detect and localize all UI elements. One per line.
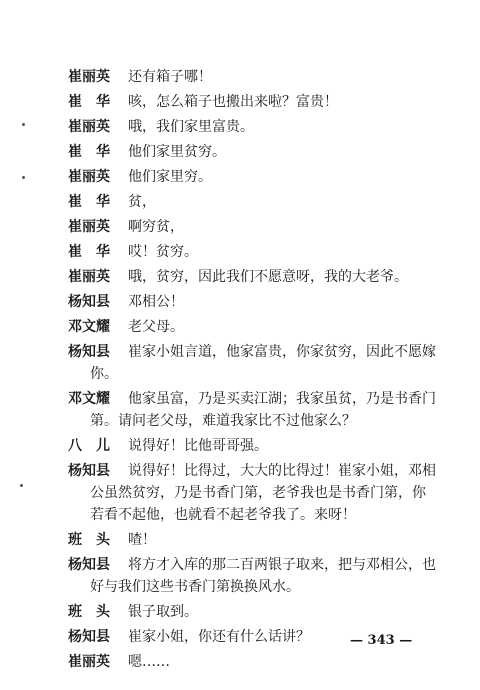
speaker-name: 杨知县 <box>68 629 110 645</box>
dialogue-line <box>0 554 480 576</box>
speech-text: 咳，怎么箱子也搬出来啦？富贵！ <box>128 94 338 110</box>
speaker-name: 崔 华 <box>68 94 110 110</box>
speech-text: 崔家小姐，你还有什么话讲？ <box>128 629 310 645</box>
speech-text: 他家虽富，乃是买卖江湖；我家虽贫，乃是书香门 <box>128 391 436 407</box>
speaker-name: 崔 华 <box>68 144 110 160</box>
dialogue-line <box>0 191 480 213</box>
dialogue-line <box>0 529 480 551</box>
dialogue-line <box>0 576 480 598</box>
speech-text: 喳！ <box>128 532 156 548</box>
dialogue-line <box>0 388 480 410</box>
speech-text: 啊穷贫， <box>128 219 184 235</box>
speech-text: 老父母。 <box>128 319 184 335</box>
speech-text: 好与我们这些书香门第换换风水。 <box>90 579 300 595</box>
speaker-name: 杨知县 <box>68 463 110 479</box>
speaker-name: 邓文耀 <box>68 391 110 407</box>
dialogue-line <box>0 435 480 457</box>
dialogue-line <box>0 166 480 188</box>
dialogue-line <box>0 241 480 263</box>
speaker-name: 崔丽英 <box>68 654 110 670</box>
dialogue-line <box>0 651 480 673</box>
speech-text: 邓相公！ <box>128 294 184 310</box>
speaker-name: 八 儿 <box>68 438 110 454</box>
speaker-name: 班 头 <box>68 532 110 548</box>
page-number: — 343 — <box>350 633 413 648</box>
speech-text: 银子取到。 <box>128 604 198 620</box>
speech-text: 他们家里穷。 <box>128 169 212 185</box>
speaker-name: 崔 华 <box>68 244 110 260</box>
dialogue-line <box>0 601 480 623</box>
speech-text: 崔家小姐言道，他家富贵，你家贫穷，因此不愿嫁 <box>128 344 436 360</box>
dialogue-line <box>0 91 480 113</box>
speech-text: 嗯…… <box>128 654 170 670</box>
speech-text: 还有箱子哪！ <box>128 69 212 85</box>
speech-text: 你。 <box>90 366 118 382</box>
speech-text: 第。请问老父母，难道我家比不过他家么？ <box>90 413 356 429</box>
dialogue-line <box>0 410 480 432</box>
speaker-name: 杨知县 <box>68 344 110 360</box>
dialogue-line <box>0 266 480 288</box>
speech-text: 哦，我们家里富贵。 <box>128 119 254 135</box>
dialogue-line <box>0 66 480 88</box>
margin-dot <box>22 123 25 126</box>
speaker-name: 崔丽英 <box>68 119 110 135</box>
speaker-name: 邓文耀 <box>68 319 110 335</box>
speaker-name: 崔丽英 <box>68 69 110 85</box>
speech-text: 若看不起他，也就看不起老爷我了。来呀！ <box>90 507 356 523</box>
speech-text: 哎！贫穷。 <box>128 244 198 260</box>
dialogue-line <box>0 141 480 163</box>
speech-text: 他们家里贫穷。 <box>128 144 226 160</box>
speech-text: 将方才入库的那二百两银子取来，把与邓相公，也 <box>128 557 436 573</box>
speech-text: 公虽然贫穷，乃是书香门第，老爷我也是书香门第，你 <box>90 485 426 501</box>
speech-text: 说得好！比他哥哥强。 <box>128 438 268 454</box>
speech-text: 贫， <box>128 194 156 210</box>
margin-dot <box>20 484 23 487</box>
dialogue-line <box>0 504 480 526</box>
dialogue-line <box>0 363 480 385</box>
dialogue-line <box>0 291 480 313</box>
speaker-name: 杨知县 <box>68 557 110 573</box>
speaker-name: 崔 华 <box>68 194 110 210</box>
speaker-name: 班 头 <box>68 604 110 620</box>
dialogue-line <box>0 216 480 238</box>
margin-dot <box>22 176 25 179</box>
speaker-name: 杨知县 <box>68 294 110 310</box>
speaker-name: 崔丽英 <box>68 169 110 185</box>
dialogue-line <box>0 316 480 338</box>
speaker-name: 崔丽英 <box>68 219 110 235</box>
dialogue-line <box>0 116 480 138</box>
dialogue-line <box>0 341 480 363</box>
speech-text: 哦，贫穷，因此我们不愿意呀，我的大老爷。 <box>128 269 408 285</box>
dialogue-line <box>0 460 480 482</box>
speaker-name: 崔丽英 <box>68 269 110 285</box>
dialogue-line <box>0 482 480 504</box>
speech-text: 说得好！比得过，大大的比得过！崔家小姐，邓相 <box>128 463 436 479</box>
